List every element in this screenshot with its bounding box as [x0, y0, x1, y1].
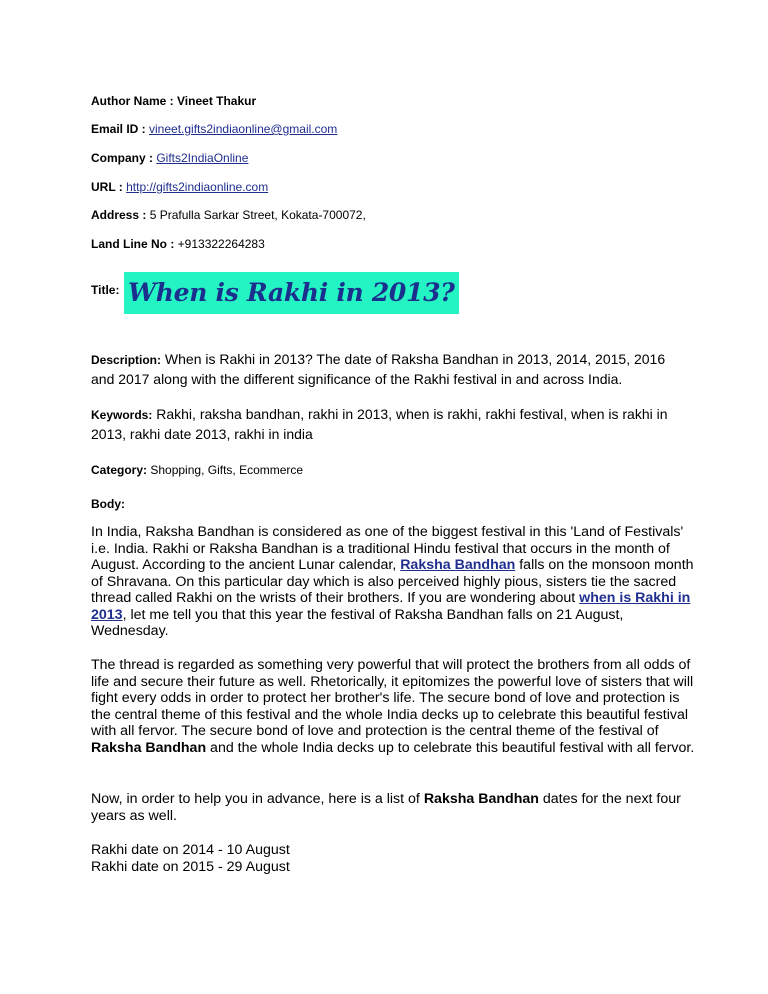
body-p3-text-a: Now, in order to help you in advance, here is a list of	[91, 791, 424, 807]
company-link[interactable]: Gifts2IndiaOnline	[156, 151, 249, 165]
description-block	[91, 350, 691, 389]
keywords-block	[91, 405, 691, 444]
title-heading: When is Rakhi in 2013?	[124, 272, 459, 314]
rakhi-date-2015: Rakhi date on 2015 - 29 August	[91, 858, 290, 875]
author-line	[91, 94, 256, 109]
body-label-line	[91, 497, 125, 512]
category-label: Category:	[91, 463, 148, 477]
body-p2-text-b: and the whole India decks up to celebrate this beautiful festival with all fervor.	[206, 739, 695, 756]
body-label: Body:	[91, 497, 125, 511]
title-label: Title:	[91, 283, 120, 297]
rakhi-dates-list	[91, 842, 701, 875]
body-p3-bold: Raksha Bandhan	[423, 791, 539, 807]
email-link[interactable]: vineet.gifts2indiaonline@gmail.com	[149, 122, 338, 136]
author-label: Author Name :	[91, 94, 178, 108]
landline-value: +913322264283	[177, 237, 265, 251]
body-p2-bold: Raksha Bandhan	[91, 739, 207, 756]
description-text: When is Rakhi in 2013? The date of Raksha Bandhan in 2013, 2014, 2015, 2016 and 2017 along with the different significance of the Rakhi festival in and across India.	[91, 351, 666, 387]
address-label: Address :	[91, 208, 150, 222]
body-paragraph-2	[91, 657, 701, 756]
category-line	[91, 463, 303, 478]
email-label: Email ID :	[91, 122, 150, 136]
url-line	[91, 180, 268, 195]
landline-line	[91, 237, 265, 252]
keywords-text: Rakhi, raksha bandhan, rakhi in 2013, when is rakhi, rakhi festival, when is rakhi in 2013, rakhi date 2013, rakhi in india	[91, 406, 668, 442]
body-paragraph-1	[91, 524, 701, 640]
body-p1-text-a: In India, Raksha Bandhan is considered as one of the biggest festival in this 'Land of Festivals' i.e. India. Rakhi or Raksha Bandhan is a traditional Hindu festival that occurs in the month of August. According to the ancient Lunar calendar,	[91, 524, 684, 573]
body-p1-text-c: , let me tell you that this year the festival of Raksha Bandhan falls on 21 August, Wednesday.	[91, 606, 624, 639]
body-paragraph-3	[91, 791, 701, 824]
email-line	[91, 122, 337, 137]
category-value: Shopping, Gifts, Ecommerce	[147, 463, 304, 477]
rakhi-date-2014: Rakhi date on 2014 - 10 August	[91, 842, 290, 858]
body-p1-text-b: falls on the monsoon month of Shravana. On this particular day which is also perceived highly pious, sisters tie the sacred thread called Rakhi on the wrists of their brothers. If you are wondering about	[91, 557, 694, 606]
raksha-bandhan-link[interactable]: Raksha Bandhan	[400, 557, 516, 573]
address-line	[91, 208, 366, 223]
description-label: Description:	[91, 353, 162, 367]
company-label: Company :	[91, 151, 157, 165]
author-value: Vineet Thakur	[177, 94, 257, 108]
keywords-label: Keywords:	[91, 408, 153, 422]
company-line	[91, 151, 248, 166]
body-p2-text-a: The thread is regarded as something very powerful that will protect the brothers from all odds of life and secure their future as well. Rhetorically, it epitomizes the powerful love of sisters that will fight every odds in order to protect her brother's life. The secure bond of love and protection is the central theme of this festival and the whole India decks up to celebrate this beautiful festival with all fervor. The secure bond of love and protection is the central theme of the festival of	[91, 657, 694, 739]
address-value: 5 Prafulla Sarkar Street, Kokata-700072,	[149, 208, 366, 222]
body-p3-text-b: dates for the next four years as well.	[91, 791, 681, 824]
when-is-rakhi-link[interactable]: when is Rakhi in 2013	[91, 590, 691, 623]
url-label: URL :	[91, 180, 127, 194]
landline-label: Land Line No :	[91, 237, 178, 251]
url-link[interactable]: http://gifts2indiaonline.com	[126, 180, 269, 194]
